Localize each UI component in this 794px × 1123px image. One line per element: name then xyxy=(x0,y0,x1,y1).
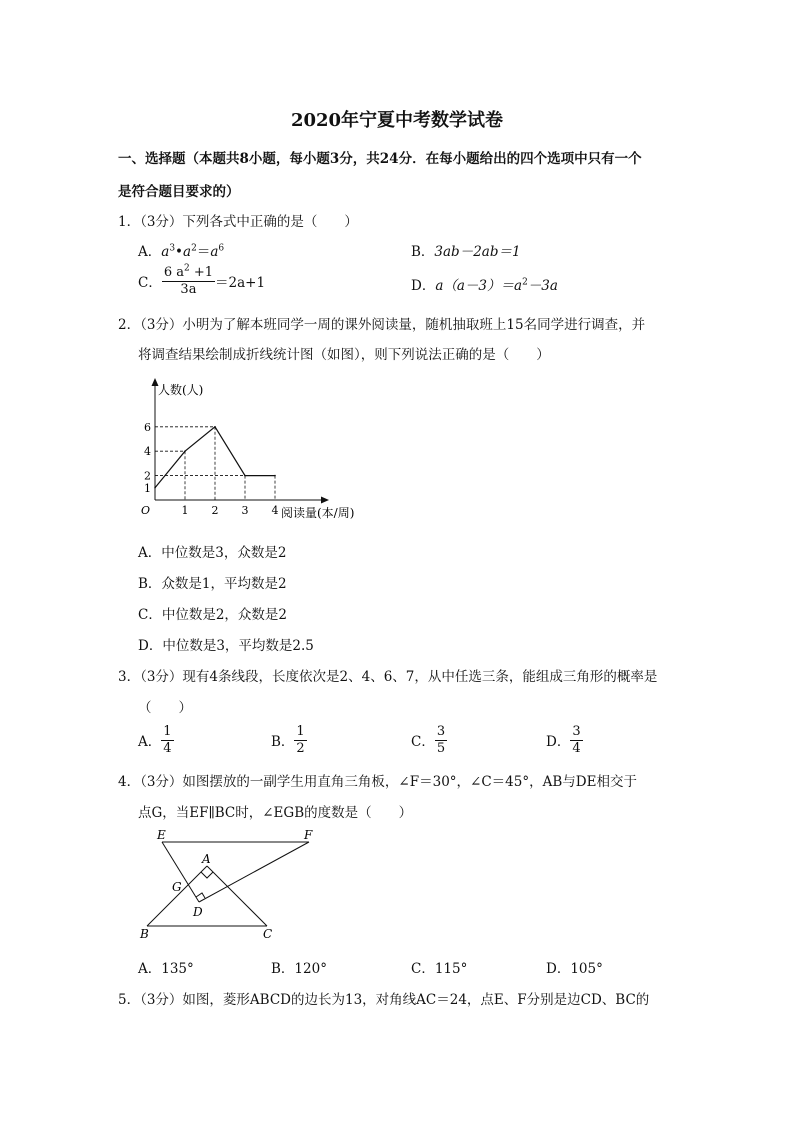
y-tick-label-1: 1 xyxy=(144,481,151,495)
right-angle-mark-a xyxy=(201,872,213,878)
reading-line-chart xyxy=(135,372,385,527)
label-d: D xyxy=(193,905,203,919)
label-e: E xyxy=(157,828,166,842)
q2-option-c: C．中位数是2，众数是2 xyxy=(138,607,288,623)
x-tick-label-2: 2 xyxy=(211,504,219,517)
q1-option-d: D．$a(a-3)=a^2-3a$ xyxy=(411,277,558,294)
q2-stem-line1: 2．（3分）小明为了解本班同学一周的课外阅读量，随机抽取班上15名同学进行调查，并 xyxy=(118,317,646,333)
q4-option-d: D．105° xyxy=(546,961,603,977)
data-point-3 xyxy=(244,475,246,477)
segment-ac xyxy=(207,866,267,926)
q3-option-c: C． $\frac{3}{5}$ xyxy=(411,723,446,756)
y-axis-label: 人数(人) xyxy=(158,383,204,397)
x-tick-label-1: 1 xyxy=(181,504,189,517)
q3-option-d: D． $\frac{3}{4}$ xyxy=(546,723,581,756)
q3-stem-line2: （ ） xyxy=(138,700,192,716)
q5-stem-line1: 5．（3分）如图，菱形ABCD的边长为13，对角线AC＝24，点E、F分别是边CD、BC的 xyxy=(118,992,650,1008)
segment-fd xyxy=(199,842,309,902)
section-header-line2: 是符合题目要求的） xyxy=(118,184,240,200)
data-point-4 xyxy=(274,475,276,477)
y-tick-label-6: 6 xyxy=(144,420,151,434)
data-point-0 xyxy=(154,487,156,489)
q3-stem-line1: 3．（3分）现有4条线段，长度依次是2、4、6、7，从中任选三条，能组成三角形的概率是 xyxy=(118,669,658,685)
q1-c-fraction: $\frac{6 a^2 +1}{3a}$ xyxy=(163,263,214,297)
q1-option-a: A．$a^3•a^2=a^6$ xyxy=(138,243,225,260)
q4-option-a: A．135° xyxy=(138,961,194,977)
label-g: G xyxy=(172,880,182,894)
q2-stem-line2: 将调查结果绘制成折线统计图（如图），则下列说法正确的是（ ） xyxy=(138,347,550,363)
data-point-2 xyxy=(214,426,216,428)
right-angle-mark-d xyxy=(196,893,205,898)
x-tick-label-3: 3 xyxy=(241,504,249,517)
q3-option-b: B． $\frac{1}{2}$ xyxy=(271,723,305,756)
origin-label: O xyxy=(141,504,151,517)
q2-option-b: B．众数是1，平均数是2 xyxy=(138,576,287,592)
label-f: F xyxy=(304,828,313,842)
q4-option-c: C．115° xyxy=(411,961,468,977)
y-tick-label-4: 4 xyxy=(144,445,151,459)
q3-option-a: A． $\frac{1}{4}$ xyxy=(138,723,172,756)
section-header-line1: 一、选择题（本题共8小题，每小题3分，共24分．在每小题给出的四个选项中只有一个 xyxy=(118,151,642,167)
q2-option-d: D．中位数是3，平均数是2.5 xyxy=(138,638,314,654)
q1-stem: 1．（3分）下列各式中正确的是（ ） xyxy=(118,214,358,230)
q4-stem-line1: 4．（3分）如图摆放的一副学生用直角三角板，∠F＝30°，∠C＝45°，AB与DE相交于 xyxy=(118,774,637,790)
label-b: B xyxy=(140,927,149,941)
y-tick-label-2: 2 xyxy=(144,469,151,483)
q1-option-b: B．3ab－2ab＝1 xyxy=(411,244,521,260)
label-a: A xyxy=(202,852,211,866)
x-axis-arrow xyxy=(321,497,329,504)
q1-option-c: C． $\frac{6 a^2 +1}{3a}$ ＝2a+1 xyxy=(138,263,266,297)
label-c: C xyxy=(263,927,273,941)
q4-stem-line2: 点G，当EF∥BC时，∠EGB的度数是（ ） xyxy=(138,805,413,821)
data-point-1 xyxy=(184,450,186,452)
q4-option-b: B．120° xyxy=(271,961,327,977)
page-title: 2020年宁夏中考数学试卷 xyxy=(290,110,504,131)
x-tick-label-4: 4 xyxy=(271,504,279,517)
x-axis-label: 阅读量(本/周) xyxy=(281,506,355,520)
set-squares-figure xyxy=(135,826,325,946)
q2-option-a: A．中位数是3，众数是2 xyxy=(138,545,287,561)
